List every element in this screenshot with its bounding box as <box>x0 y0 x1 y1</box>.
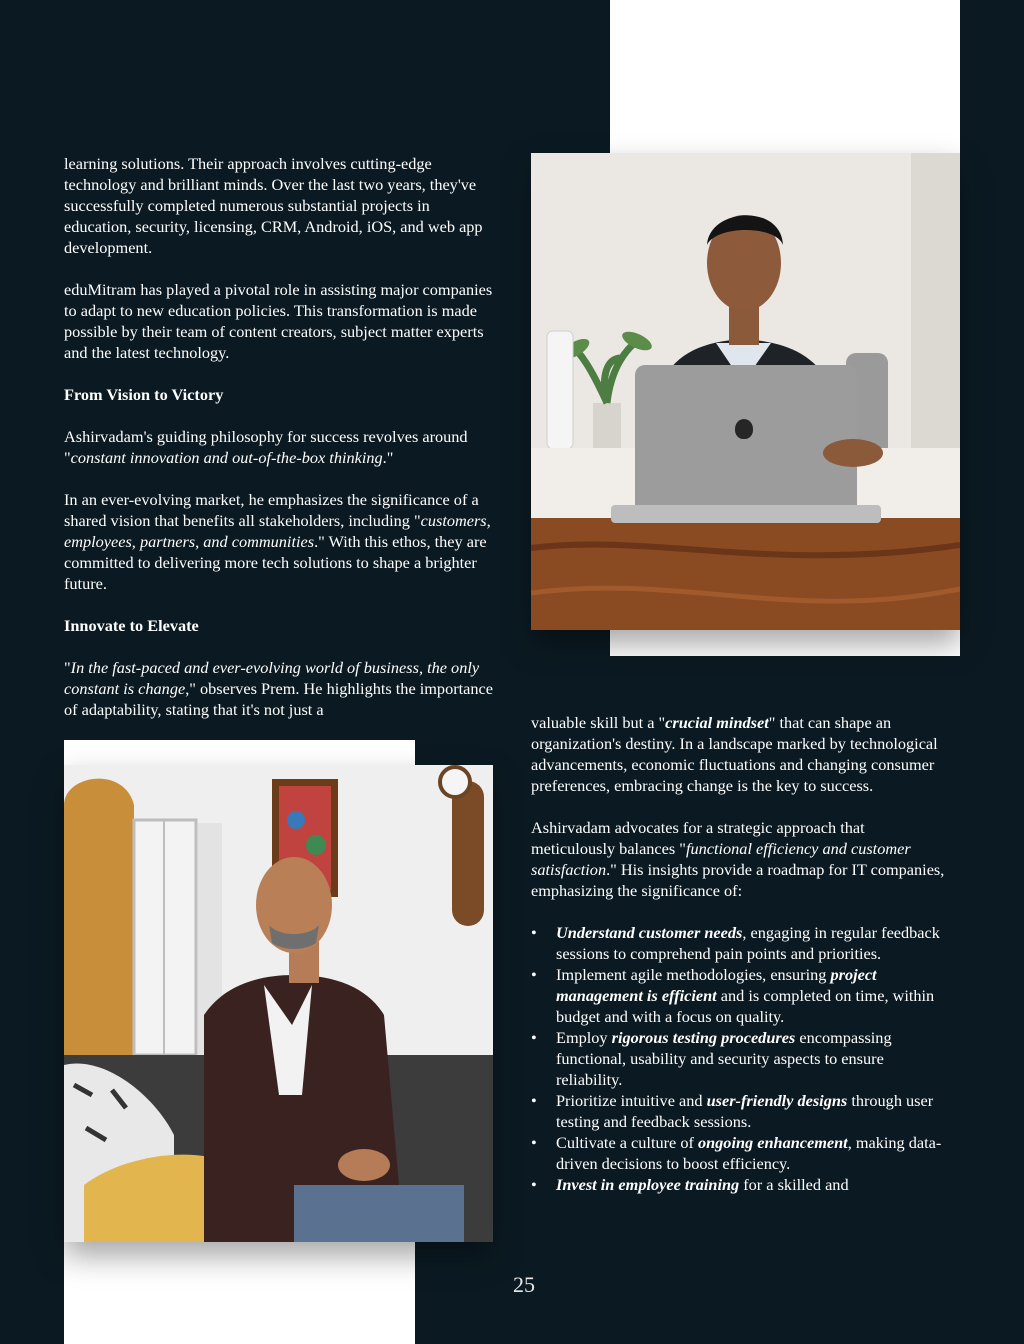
paragraph: Ashirvadam advocates for a strategic approach that meticulously balances "functional efficiency and customer satisfaction." His insights provide a roadmap for IT companies, emphasizing the significance of: <box>531 818 945 900</box>
page-number: 25 <box>513 1272 535 1297</box>
paragraph: Ashirvadam's guiding philosophy for success revolves around "constant innovation and out-of-the-box thinking." <box>64 427 468 467</box>
paragraph: "In the fast-paced and ever-evolving world of business, the only constant is change," observes Prem. He highlights the importance of adaptability, stating that it's not just a <box>64 658 493 719</box>
list-item: • Cultivate a culture of ongoing enhancement, making data-driven decisions to boost efficiency. <box>531 1132 951 1174</box>
photo-man-with-laptop-illustration <box>531 153 960 630</box>
bullet-list <box>531 922 951 1195</box>
photo-man-with-laptop <box>531 153 960 630</box>
right-text-column <box>531 712 951 1195</box>
list-item: • Prioritize intuitive and user-friendly designs through user testing and feedback sessions. <box>531 1090 951 1132</box>
paragraph: eduMitram has played a pivotal role in assisting major companies to adapt to new education policies. This transformation is made possible by their team of content creators, subject matter experts and the latest technology. <box>64 280 493 362</box>
list-item: • Employ rigorous testing procedures encompassing functional, usability and security aspects to ensure reliability. <box>531 1027 951 1090</box>
section-heading: From Vision to Victory <box>64 385 224 404</box>
photo-man-seated-illustration <box>64 765 493 1242</box>
paragraph: valuable skill but a "crucial mindset" that can shape an organization's destiny. In a landscape marked by technological advancements, economic fluctuations and changing consumer preferences, embracing change is the key to success. <box>531 713 938 795</box>
list-item: • Implement agile methodologies, ensuring project management is efficient and is completed on time, within budget and with a focus on quality. <box>531 964 951 1027</box>
apple-logo-icon <box>735 419 753 439</box>
list-item: • Understand customer needs, engaging in regular feedback sessions to comprehend pain points and priorities. <box>531 922 951 964</box>
paragraph: In an ever-evolving market, he emphasizes the significance of a shared vision that benefits all stakeholders, including "customers, employees, partners, and communities." With this ethos, they are committed to delivering more tech solutions to shape a brighter future. <box>64 490 491 593</box>
section-heading: Innovate to Elevate <box>64 616 199 635</box>
list-item: • Invest in employee training for a skilled and <box>531 1174 951 1195</box>
photo-man-seated <box>64 765 493 1242</box>
left-text-column <box>64 153 494 720</box>
wall-clock-icon <box>438 765 472 799</box>
paragraph: learning solutions. Their approach involves cutting-edge technology and brilliant minds. Over the last two years, they've successfully completed numerous substantial projects in education, security, licensing, CRM, Android, iOS, and web app development. <box>64 154 483 257</box>
